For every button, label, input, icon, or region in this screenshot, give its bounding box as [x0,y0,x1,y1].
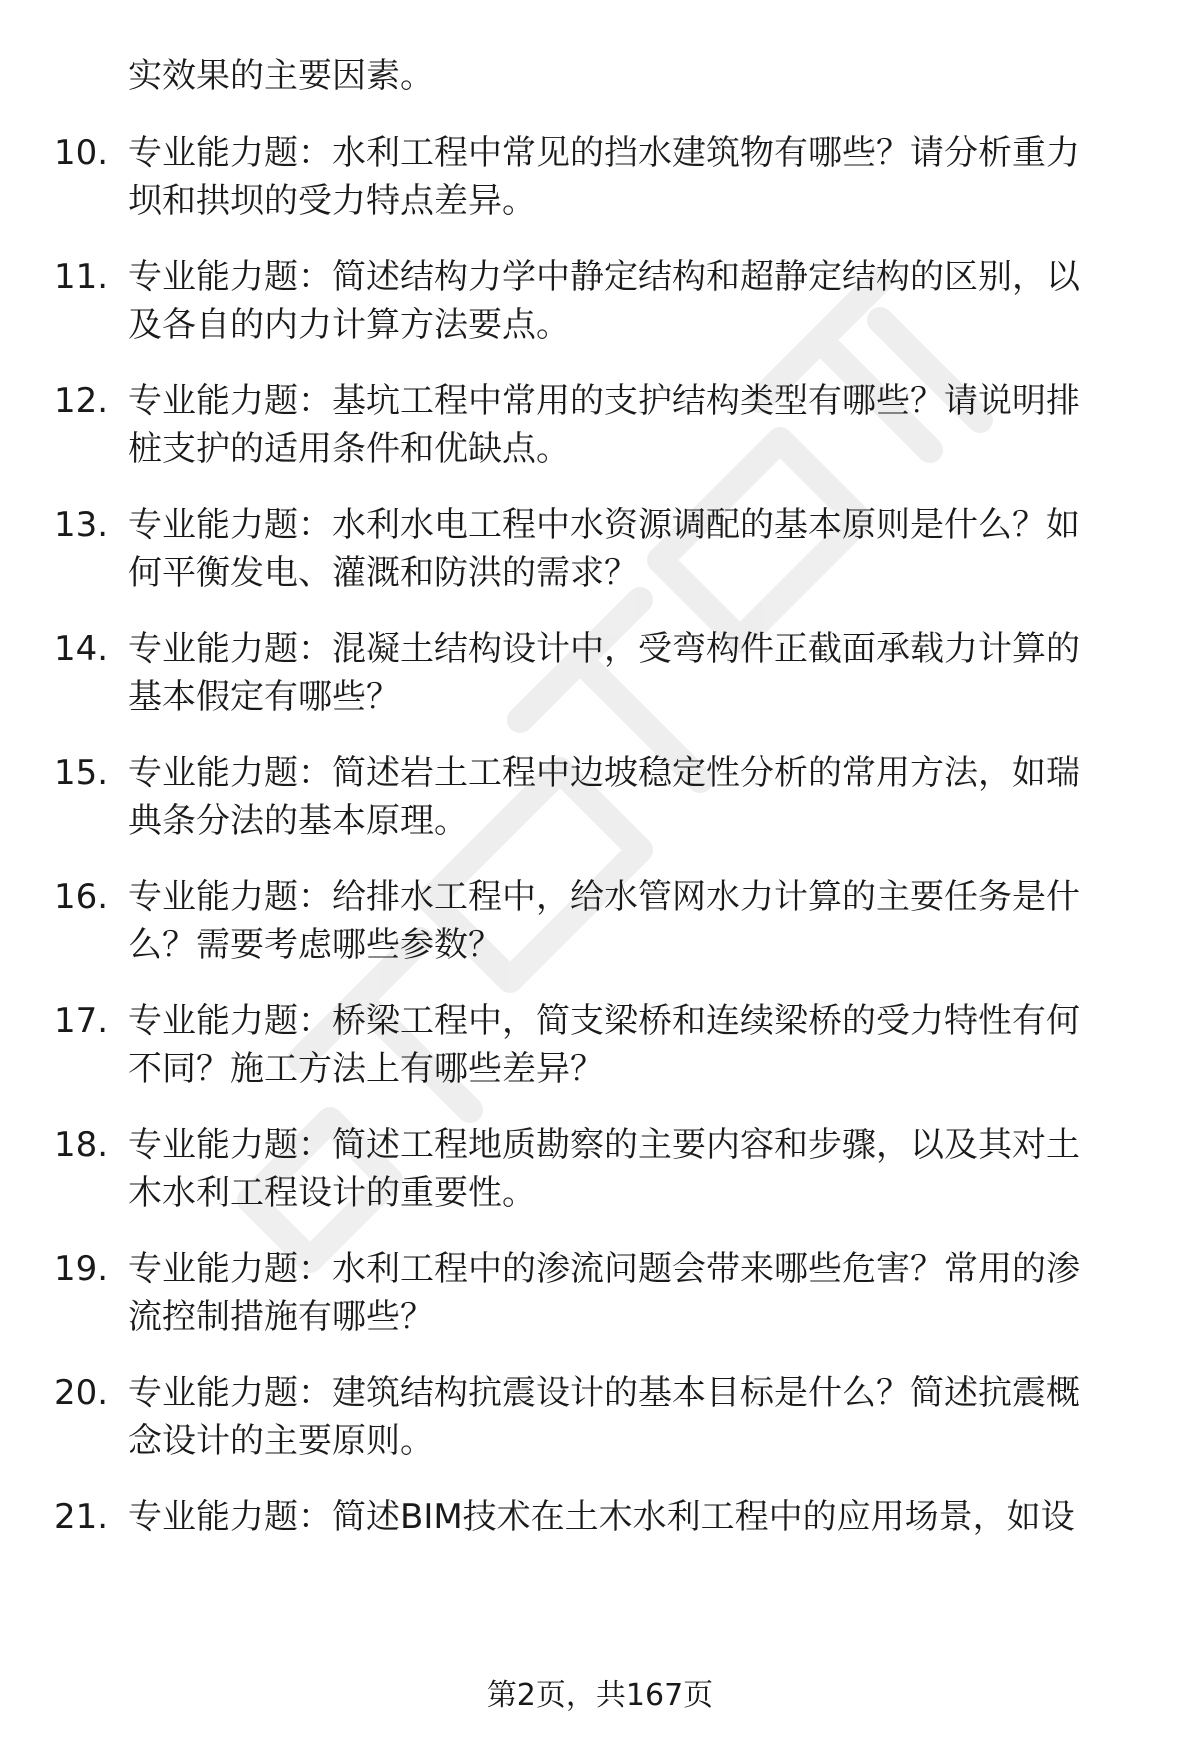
list-item [0,377,1200,473]
item-text-line2: 不同？施工方法上有哪些差异？ [128,1049,604,1089]
continuation-text: 实效果的主要因素。 [128,56,434,96]
item-text-line1: 专业能力题：水利水电工程中水资源调配的基本原则是什么？如 [128,505,1080,545]
item-text-line1: 专业能力题：建筑结构抗震设计的基本目标是什么？简述抗震概 [128,1373,1080,1413]
item-number: 13. [54,505,109,545]
item-text-line2: 及各自的内力计算方法要点。 [128,305,570,345]
item-text-line2: 么？需要考虑哪些参数？ [128,925,502,965]
item-text-line1: 专业能力题：简述工程地质勘察的主要内容和步骤，以及其对土 [128,1125,1080,1165]
item-number: 11. [54,257,109,297]
item-text-line2: 木水利工程设计的重要性。 [128,1173,536,1213]
item-text-line1: 专业能力题：水利工程中的渗流问题会带来哪些危害？常用的渗 [128,1249,1080,1289]
list-item [0,749,1200,845]
list-item [0,873,1200,969]
list-item [0,129,1200,225]
item-number: 16. [54,877,109,917]
item-text-line1: 专业能力题：混凝土结构设计中，受弯构件正截面承载力计算的 [128,629,1080,669]
item-text-line2: 基本假定有哪些？ [128,677,400,717]
item-text-line2: 念设计的主要原则。 [128,1421,434,1461]
item-text-line2: 何平衡发电、灌溉和防洪的需求？ [128,553,638,593]
list-item [0,1369,1200,1465]
item-text-line2: 流控制措施有哪些？ [128,1297,434,1337]
item-text-line1: 专业能力题：简述岩土工程中边坡稳定性分析的常用方法，如瑞 [128,753,1080,793]
item-number: 21. [54,1497,109,1537]
item-number: 10. [54,133,109,173]
list-item [0,253,1200,349]
item-text-line1: 专业能力题：桥梁工程中，简支梁桥和连续梁桥的受力特性有何 [128,1001,1080,1041]
item-text-line1: 专业能力题：水利工程中常见的挡水建筑物有哪些？请分析重力 [128,133,1080,173]
item-number: 20. [54,1373,109,1413]
item-number: 19. [54,1249,109,1289]
item-text-line1: 专业能力题：基坑工程中常用的支护结构类型有哪些？请说明排 [128,381,1080,421]
item-text-line2: 桩支护的适用条件和优缺点。 [128,429,570,469]
item-number: 12. [54,381,109,421]
item-text-line2: 典条分法的基本原理。 [128,801,468,841]
list-item [0,997,1200,1093]
item-text-line1: 专业能力题：给排水工程中，给水管网水力计算的主要任务是什 [128,877,1080,917]
page-footer: 第2页，共167页 [486,1678,714,1713]
item-text-line1: 专业能力题：简述结构力学中静定结构和超静定结构的区别，以 [128,257,1080,297]
list-item [0,1245,1200,1341]
list-item [0,1493,1200,1589]
list-item [0,1121,1200,1217]
item-text-line1: 专业能力题：简述BIM技术在土木水利工程中的应用场景，如设 [128,1497,1075,1537]
item-number: 15. [54,753,109,793]
item-number: 17. [54,1001,109,1041]
item-text-line2: 坝和拱坝的受力特点差异。 [128,181,536,221]
list-item [0,625,1200,721]
list-item [0,501,1200,597]
item-number: 18. [54,1125,109,1165]
item-number: 14. [54,629,109,669]
